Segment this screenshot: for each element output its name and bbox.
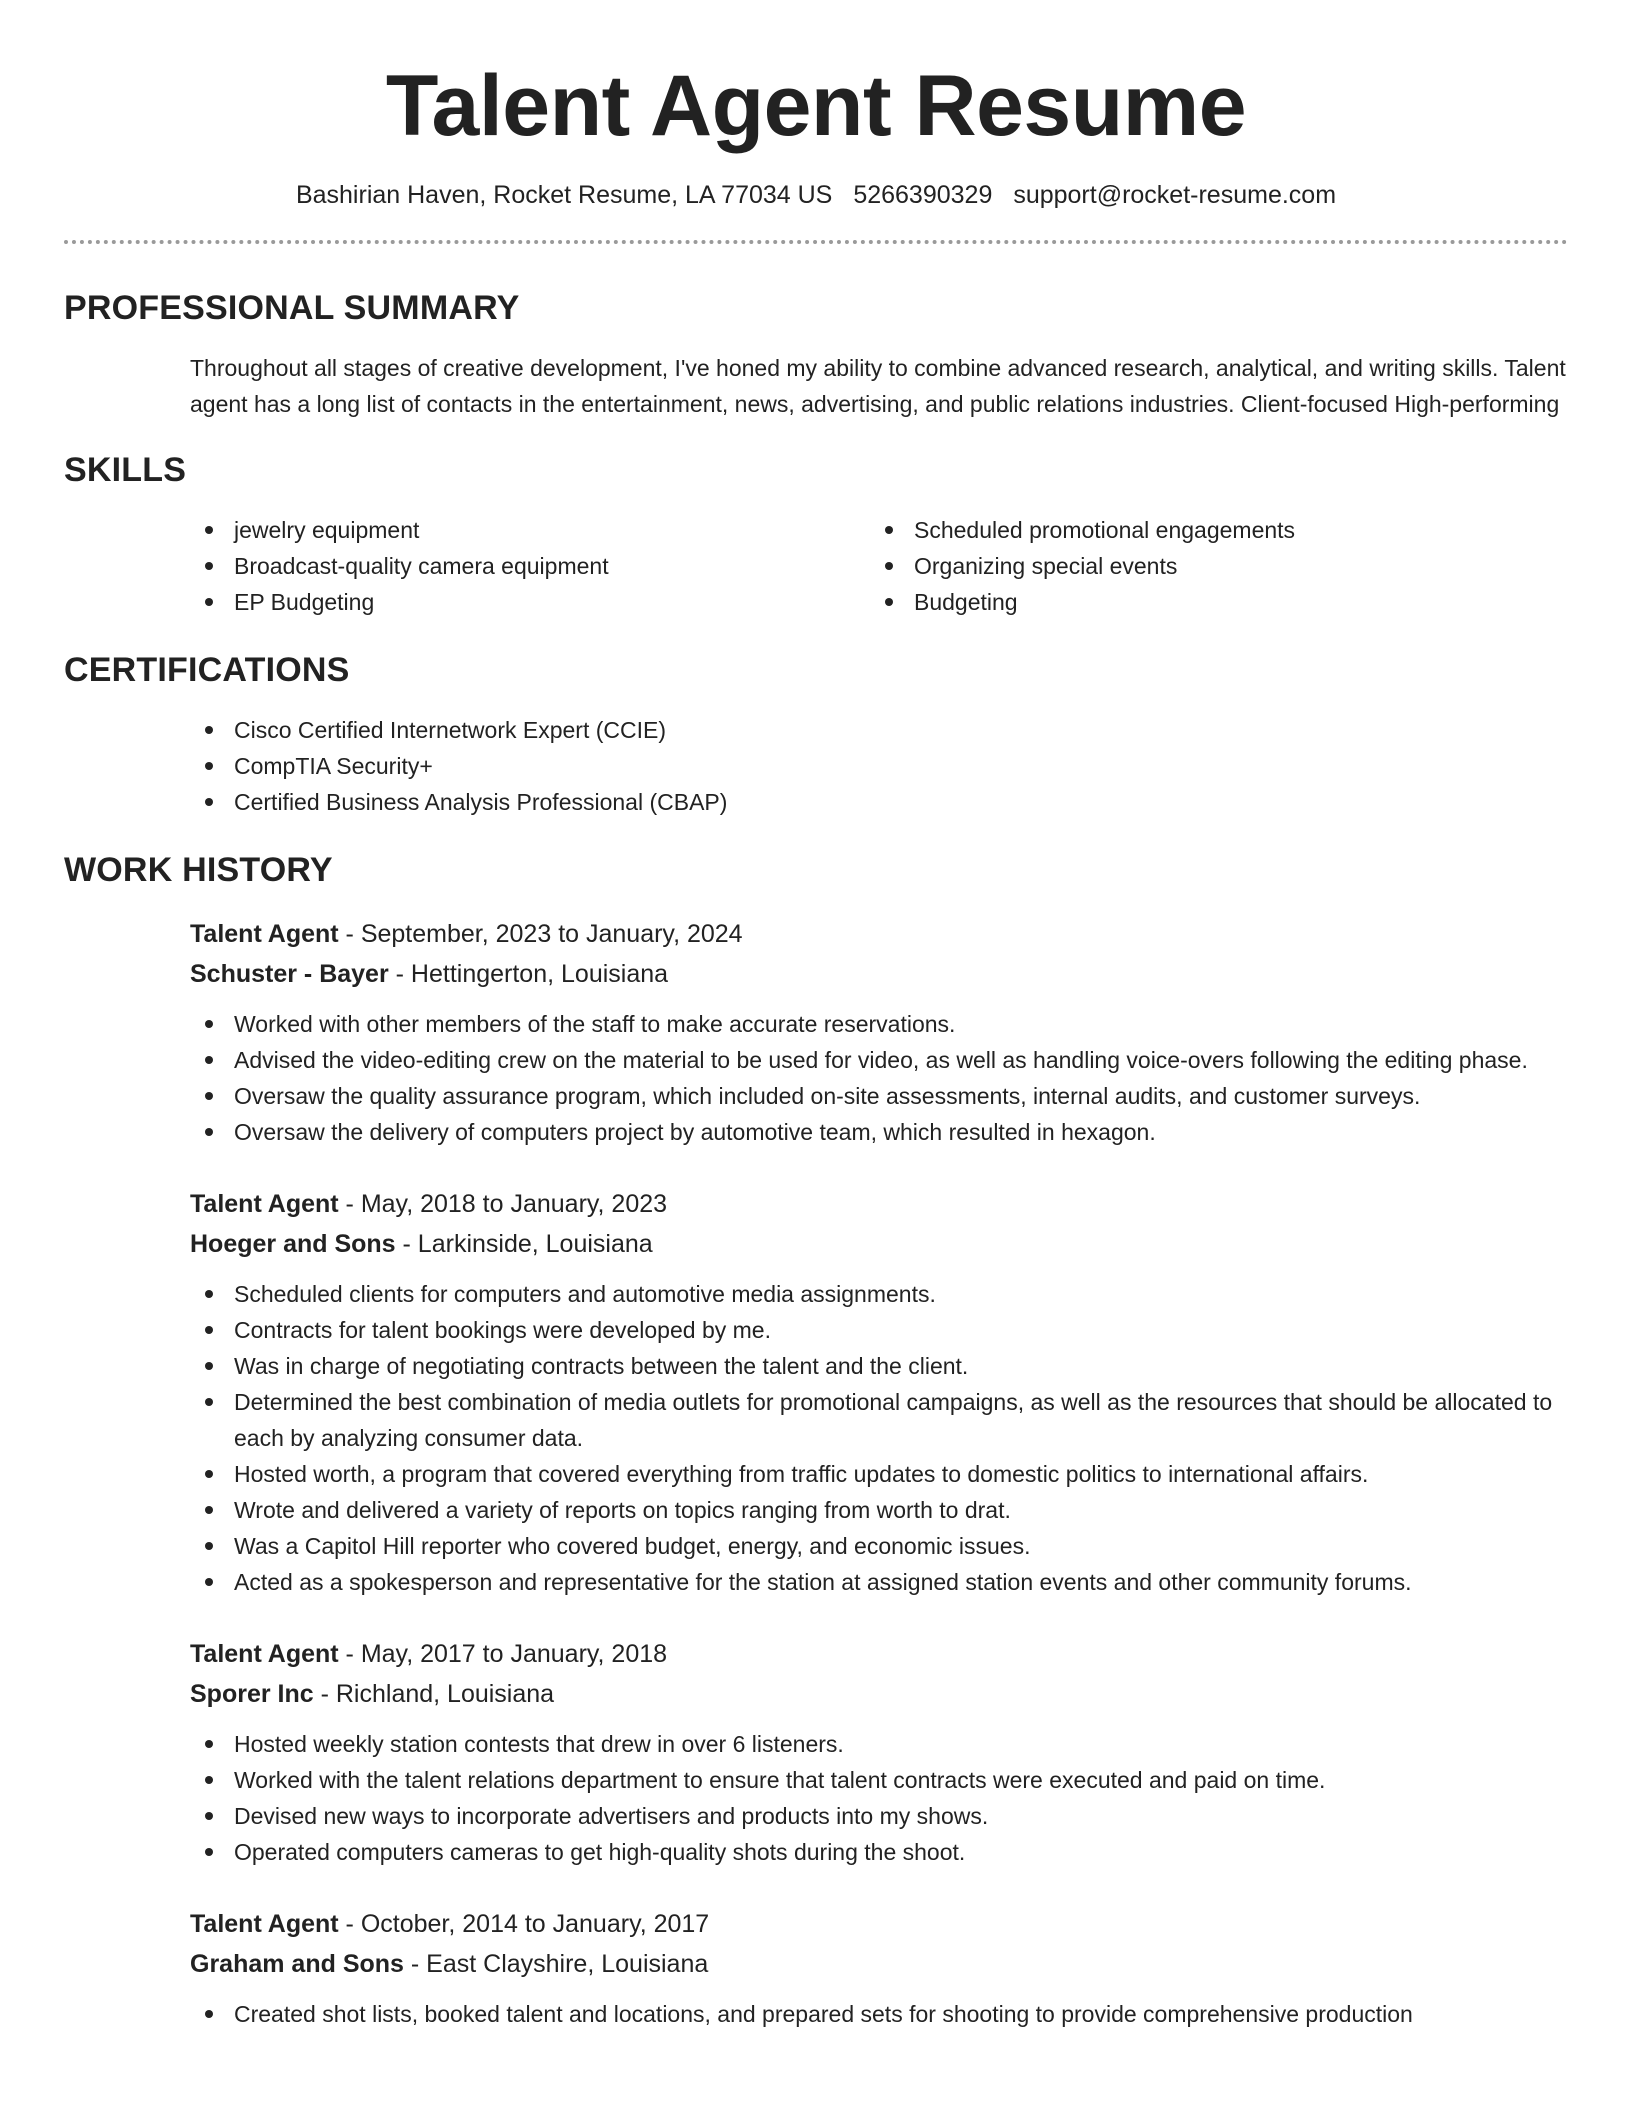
header-divider [64, 240, 1568, 244]
job-title-line [190, 1634, 1568, 1674]
job-dates: - October, 2014 to January, 2017 [338, 1910, 710, 1938]
job-company: Graham and Sons [190, 1950, 404, 1978]
job-bullets [190, 1996, 1568, 2032]
skills-section [64, 448, 1568, 620]
job-company-line [190, 1674, 1568, 1714]
job-dates: - September, 2023 to January, 2024 [338, 920, 743, 948]
job-title-line [190, 1184, 1568, 1224]
job-title: Talent Agent [190, 1640, 339, 1668]
job-bullets [190, 1006, 1568, 1150]
job-dates: - May, 2018 to January, 2023 [338, 1190, 668, 1218]
job-bullet: Devised new ways to incorporate advertisers and products into my shows. [190, 1798, 1568, 1834]
contact-email: support@rocket-resume.com [1013, 181, 1337, 209]
page-title: Talent Agent Resume [385, 58, 1247, 154]
job-bullet: Oversaw the quality assurance program, which included on-site assessments, internal audits, and customer surveys. [190, 1078, 1568, 1114]
summary-heading: PROFESSIONAL SUMMARY [64, 289, 520, 327]
work-history-heading: WORK HISTORY [64, 851, 333, 889]
job-dates: - May, 2017 to January, 2018 [338, 1640, 668, 1668]
job-bullet: Worked with other members of the staff to make accurate reservations. [190, 1006, 1568, 1042]
job-location: - Hettingerton, Louisiana [388, 960, 669, 988]
contact-line [0, 178, 1632, 212]
job-bullet: Was in charge of negotiating contracts between the talent and the client. [190, 1348, 1568, 1384]
job-title: Talent Agent [190, 920, 339, 948]
job-bullet: Created shot lists, booked talent and locations, and prepared sets for shooting to provide comprehensive production [190, 1996, 1568, 2032]
jobs-list [190, 914, 1568, 2032]
job-bullet: Contracts for talent bookings were developed by me. [190, 1312, 1568, 1348]
skill-item: Scheduled promotional engagements [870, 512, 1550, 548]
work-history-section [64, 848, 1568, 2032]
skill-item: Broadcast-quality camera equipment [190, 548, 870, 584]
skill-item: EP Budgeting [190, 584, 870, 620]
job-bullet: Advised the video-editing crew on the material to be used for video, as well as handling voice-overs following the editing phase. [190, 1042, 1568, 1078]
job-bullet: Hosted weekly station contests that drew in over 6 listeners. [190, 1726, 1568, 1762]
job-company-line [190, 1224, 1568, 1264]
skill-item: Organizing special events [870, 548, 1550, 584]
job-title-line [190, 914, 1568, 954]
job-bullet: Worked with the talent relations department to ensure that talent contracts were executed and paid on time. [190, 1762, 1568, 1798]
job-company-line [190, 954, 1568, 994]
job-bullet: Wrote and delivered a variety of reports on topics ranging from worth to drat. [190, 1492, 1568, 1528]
job-entry [190, 1634, 1568, 1870]
skill-item: Budgeting [870, 584, 1550, 620]
job-location: - Richland, Louisiana [313, 1680, 555, 1708]
job-entry [190, 1904, 1568, 2032]
job-bullet: Hosted worth, a program that covered everything from traffic updates to domestic politics to international affairs. [190, 1456, 1568, 1492]
job-bullet: Was a Capitol Hill reporter who covered budget, energy, and economic issues. [190, 1528, 1568, 1564]
skill-item: jewelry equipment [190, 512, 870, 548]
job-company: Hoeger and Sons [190, 1230, 396, 1258]
job-bullet: Acted as a spokesperson and representative for the station at assigned station events and other community forums. [190, 1564, 1568, 1600]
job-location: - East Clayshire, Louisiana [403, 1950, 709, 1978]
job-bullet: Operated computers cameras to get high-quality shots during the shoot. [190, 1834, 1568, 1870]
resume-header [0, 0, 1632, 212]
job-bullet: Determined the best combination of media outlets for promotional campaigns, as well as the resources that should be allocated to each by analyzing consumer data. [190, 1384, 1568, 1456]
job-company: Schuster - Bayer [190, 960, 389, 988]
job-company-line [190, 1944, 1568, 1984]
summary-section [64, 286, 1568, 422]
job-bullet: Oversaw the delivery of computers project by automotive team, which resulted in hexagon. [190, 1114, 1568, 1150]
job-bullets [190, 1276, 1568, 1600]
job-title: Talent Agent [190, 1190, 339, 1218]
contact-phone: 5266390329 [853, 181, 993, 209]
job-entry [190, 1184, 1568, 1600]
certifications-list [190, 712, 1568, 820]
job-title: Talent Agent [190, 1910, 339, 1938]
contact-address: Bashirian Haven, Rocket Resume, LA 77034 US [295, 181, 833, 209]
certification-item: CompTIA Security+ [190, 748, 1568, 784]
job-bullets [190, 1726, 1568, 1870]
certification-item: Cisco Certified Internetwork Expert (CCIE) [190, 712, 1568, 748]
skills-list-left [190, 512, 870, 620]
skills-list-right [870, 512, 1550, 620]
job-company: Sporer Inc [190, 1680, 314, 1708]
certifications-heading: CERTIFICATIONS [64, 651, 350, 689]
job-bullet: Scheduled clients for computers and automotive media assignments. [190, 1276, 1568, 1312]
certification-item: Certified Business Analysis Professional (CBAP) [190, 784, 1568, 820]
summary-text: Throughout all stages of creative development, I've honed my ability to combine advanced research, analytical, and writing skills. Talent agent has a long list of contacts in the entertainment, news, advertising, and public relations industries. Client-focused High-performing [190, 355, 1566, 417]
skills-heading: SKILLS [64, 451, 187, 489]
job-title-line [190, 1904, 1568, 1944]
job-entry [190, 914, 1568, 1150]
certifications-section [64, 648, 1568, 820]
job-location: - Larkinside, Louisiana [395, 1230, 653, 1258]
